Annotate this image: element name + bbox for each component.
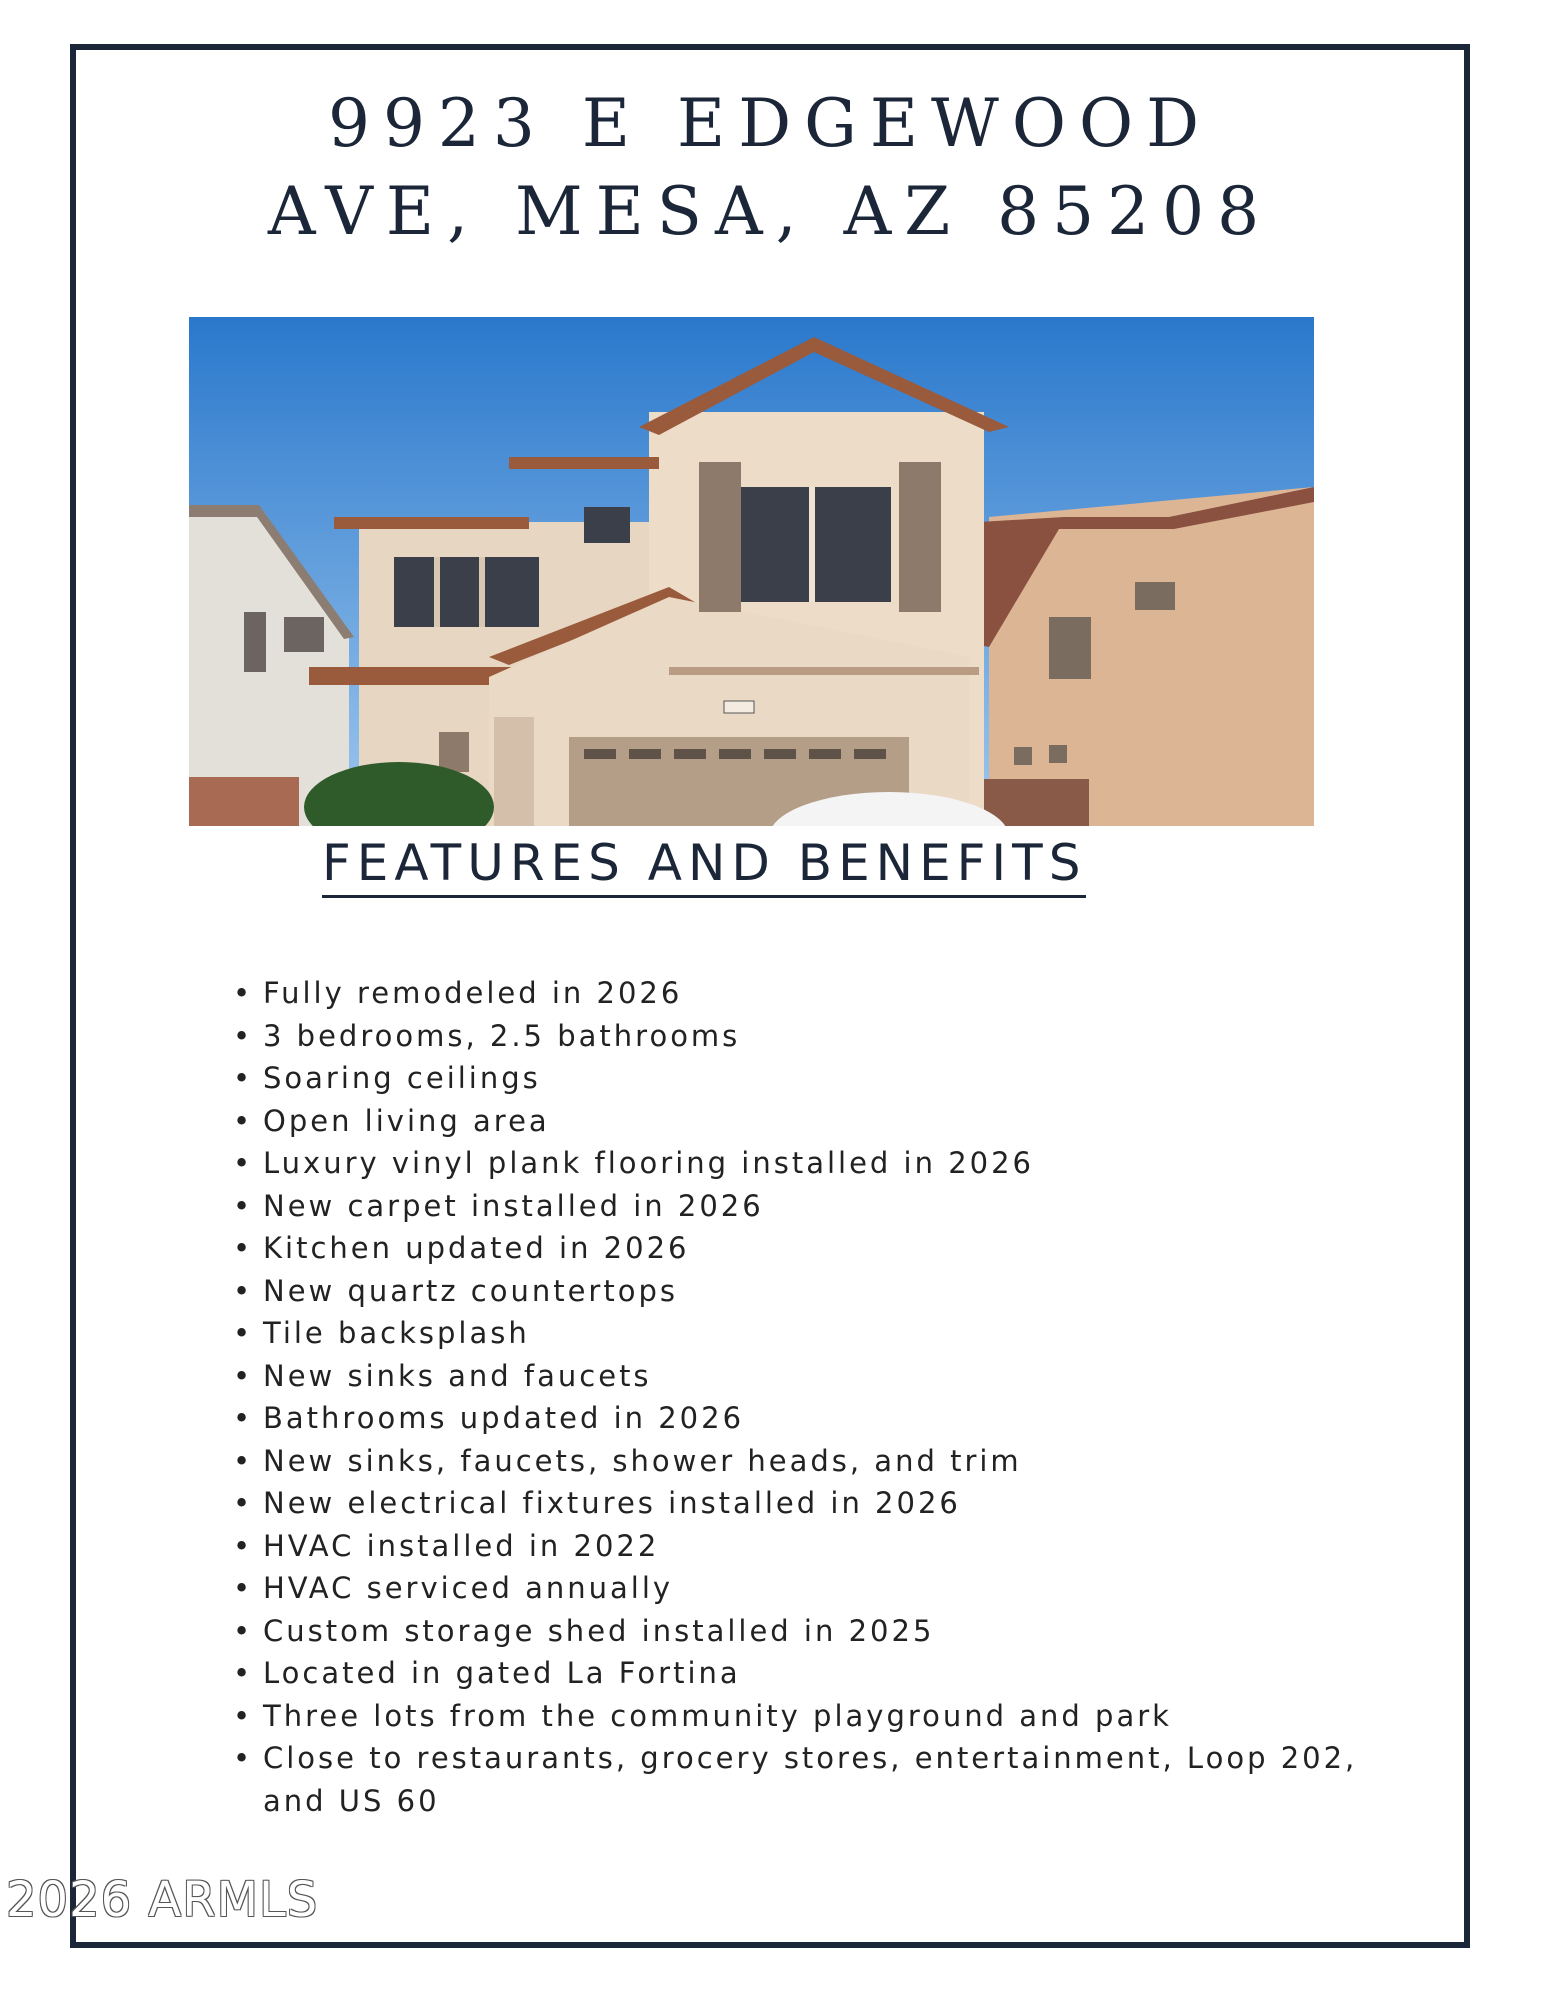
address-line-2: AVE, MESA, AZ 85208 — [267, 173, 1273, 250]
feature-item: • Tile backsplash — [233, 1312, 1373, 1355]
feature-item: • New electrical fixtures installed in 2026 — [233, 1482, 1373, 1525]
feature-item: • HVAC installed in 2022 — [233, 1525, 1373, 1568]
right-neighbor-house — [959, 487, 1314, 826]
feature-item: • Three lots from the community playground and park — [233, 1695, 1373, 1738]
address-line-1: 9923 E EDGEWOOD — [327, 85, 1213, 162]
features-heading: FEATURES AND BENEFITS — [322, 833, 1086, 898]
mls-watermark: 2026 ARMLS — [6, 1872, 319, 1928]
feature-item: • Located in gated La Fortina — [233, 1652, 1373, 1695]
feature-item: • Open living area — [233, 1100, 1373, 1143]
feature-item: • New sinks, faucets, shower heads, and trim — [233, 1440, 1373, 1483]
feature-item: • Fully remodeled in 2026 — [233, 972, 1373, 1015]
property-address-title — [70, 80, 1470, 256]
house-illustration — [189, 317, 1314, 826]
feature-item: • Luxury vinyl plank flooring installed in 2026 — [233, 1142, 1373, 1185]
feature-item: • New sinks and faucets — [233, 1355, 1373, 1398]
feature-item: • New carpet installed in 2026 — [233, 1185, 1373, 1228]
house-exterior-photo — [189, 317, 1314, 826]
feature-item: • HVAC serviced annually — [233, 1567, 1373, 1610]
feature-item: • Custom storage shed installed in 2025 — [233, 1610, 1373, 1653]
feature-item: • Close to restaurants, grocery stores, entertainment, Loop 202, and US 60 — [233, 1737, 1373, 1822]
feature-item: • Kitchen updated in 2026 — [233, 1227, 1373, 1270]
feature-item: • Soaring ceilings — [233, 1057, 1373, 1100]
feature-item: • 3 bedrooms, 2.5 bathrooms — [233, 1015, 1373, 1058]
feature-item: • New quartz countertops — [233, 1270, 1373, 1313]
feature-item: • Bathrooms updated in 2026 — [233, 1397, 1373, 1440]
features-list — [233, 972, 1373, 1822]
